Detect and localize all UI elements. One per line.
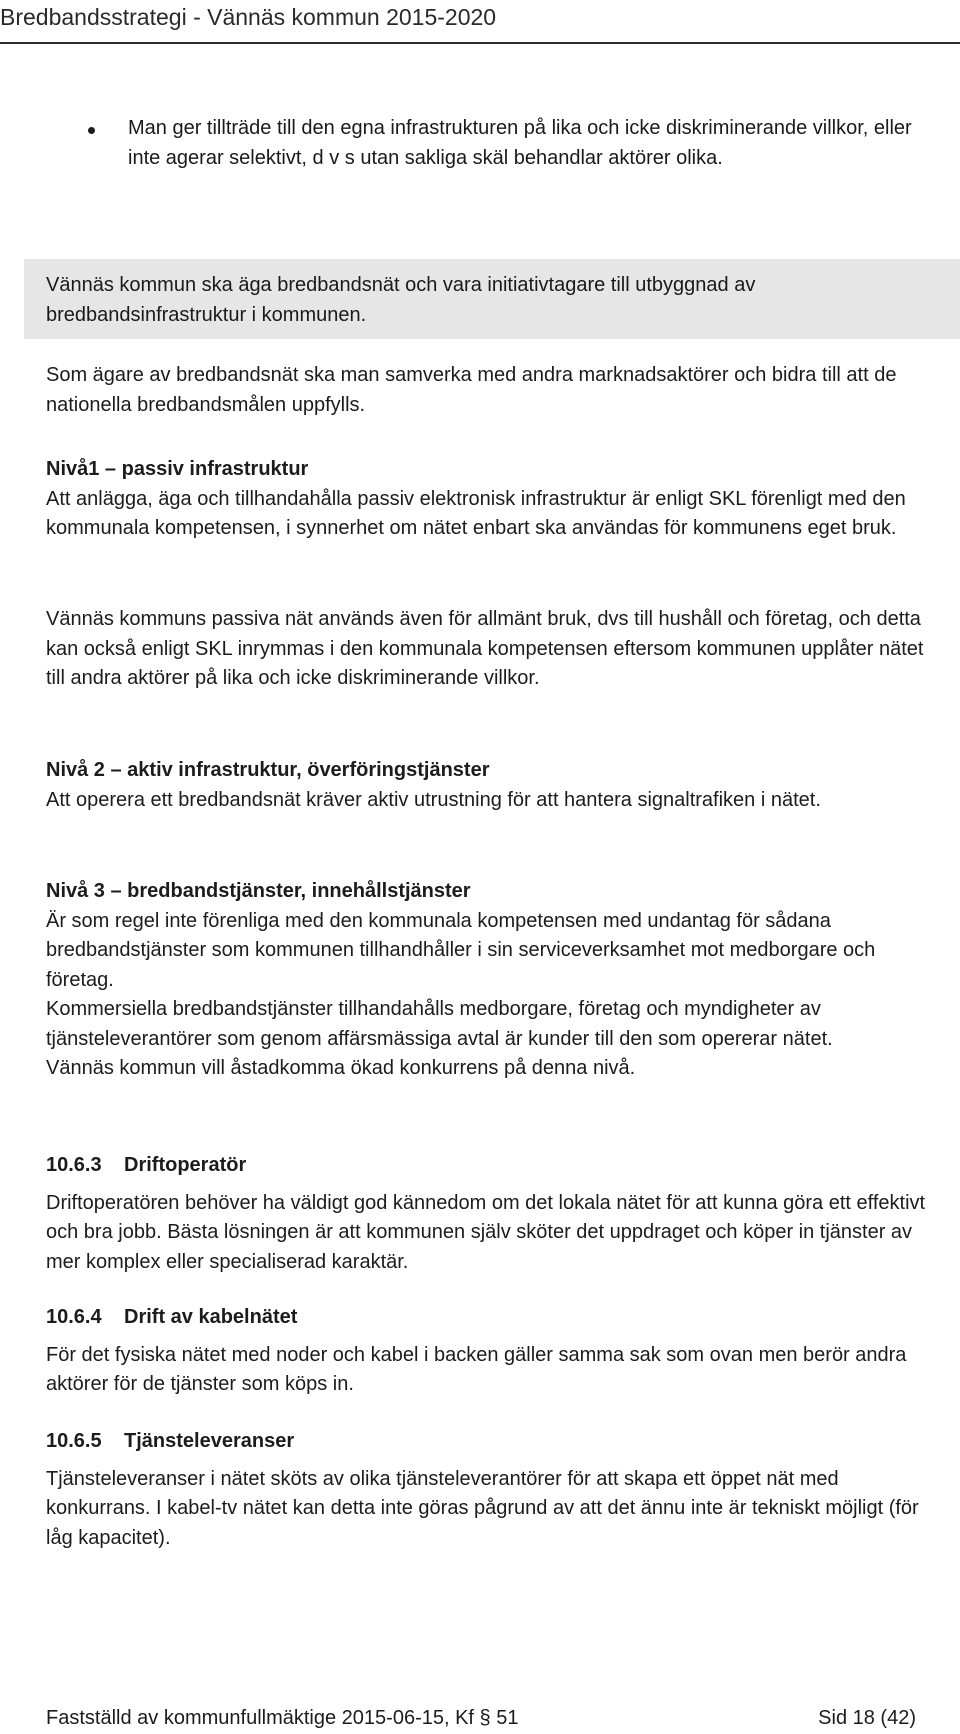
- level3-block: [46, 877, 926, 1084]
- section-10-6-4: [46, 1303, 926, 1400]
- section-text: För det fysiska nätet med noder och kabel i backen gäller samma sak som ovan men berör andra aktörer för de tjänster som köps in.: [46, 1343, 907, 1395]
- section-title: Drift av kabelnätet: [124, 1306, 298, 1328]
- document-title: Bredbandsstrategi - Vännäs kommun 2015-2020: [0, 4, 497, 30]
- level2-heading: Nivå 2 – aktiv infrastruktur, överföringstjänster: [46, 759, 490, 781]
- section-heading: [46, 1303, 926, 1333]
- section-10-6-5: [46, 1427, 926, 1553]
- level1-text: Att anlägga, äga och tillhandahålla passiv elektronisk infrastruktur är enligt SKL förenligt med den kommunala kompetensen, i synnerhet om nätet enbart ska användas för kommunens eget bruk.: [46, 487, 906, 539]
- bullet-text: Man ger tillträde till den egna infrastrukturen på lika och icke diskriminerande villkor, eller inte agerar selektivt, d v s utan sakliga skäl behandlar aktörer olika.: [128, 117, 912, 169]
- section-title: Tjänsteleveranser: [124, 1430, 295, 1452]
- section-heading: [46, 1427, 926, 1457]
- section-text: Tjänsteleveranser i nätet sköts av olika tjänsteleverantörer för att skapa ett öppet nät med konkurrans. I kabel-tv nätet kan detta inte göras pågrund av att det ännu inte är tekniskt möjligt (för låg kapacitet).: [46, 1467, 919, 1549]
- section-heading: [46, 1151, 926, 1181]
- footer-adoption-note: Fastställd av kommunfullmäktige 2015-06-15, Kf § 51: [46, 1707, 519, 1729]
- section-10-6-3: [46, 1151, 926, 1277]
- page-header: [0, 0, 960, 44]
- level3-heading: Nivå 3 – bredbandstjänster, innehållstjänster: [46, 880, 471, 902]
- section-number: 10.6.4: [46, 1306, 102, 1328]
- section-number: 10.6.5: [46, 1430, 102, 1452]
- level3-text-2: Kommersiella bredbandstjänster tillhandahålls medborgare, företag och myndigheter av tjänsteleverantörer som genom affärsmässiga avtal är kunder till den som opererar nätet.: [46, 998, 833, 1050]
- paragraph-1: Som ägare av bredbandsnät ska man samverka med andra marknadsaktörer och bidra till att de nationella bredbandsmålen uppfylls.: [46, 364, 897, 416]
- page-number: Sid 18 (42): [818, 1707, 916, 1729]
- level2-text: Att operera ett bredbandsnät kräver aktiv utrustning för att hantera signaltrafiken i nätet.: [46, 788, 821, 811]
- section-title: Driftoperatör: [124, 1154, 247, 1176]
- level3-text-3: Vännäs kommun vill åstadkomma ökad konkurrens på denna nivå.: [46, 1057, 636, 1079]
- level2-block: [46, 756, 926, 815]
- section-text: Driftoperatören behöver ha väldigt god kännedom om det lokala nätet för att kunna göra ett effektivt och bra jobb. Bästa lösningen är att kommunen själv sköter det uppdraget och köper in tjänster av mer komplex eller specialiserad karaktär.: [46, 1191, 926, 1273]
- highlighted-statement-text: Vännäs kommun ska äga bredbandsnät och vara initiativtagare till utbyggnad av bredbandsinfrastruktur i kommunen.: [46, 274, 756, 326]
- level1-heading: Nivå1 – passiv infrastruktur: [46, 458, 309, 480]
- level1-block: [46, 455, 926, 544]
- level3-text-1: Är som regel inte förenliga med den kommunala kompetensen med undantag för sådana bredbandstjänster som kommunen tillhandhåller i sin serviceverksamhet mot medborgare och företag.: [46, 909, 876, 991]
- highlighted-statement: [24, 259, 960, 339]
- bullet-icon: [88, 127, 95, 134]
- paragraph-2: Vännäs kommuns passiva nät används även för allmänt bruk, dvs till hushåll och företag, och detta kan också enligt SKL inrymmas i den kommunala kompetensen eftersom kommunen upplåter nätet till andra aktörer på lika och icke diskriminerande villkor.: [46, 608, 924, 689]
- section-number: 10.6.3: [46, 1154, 102, 1176]
